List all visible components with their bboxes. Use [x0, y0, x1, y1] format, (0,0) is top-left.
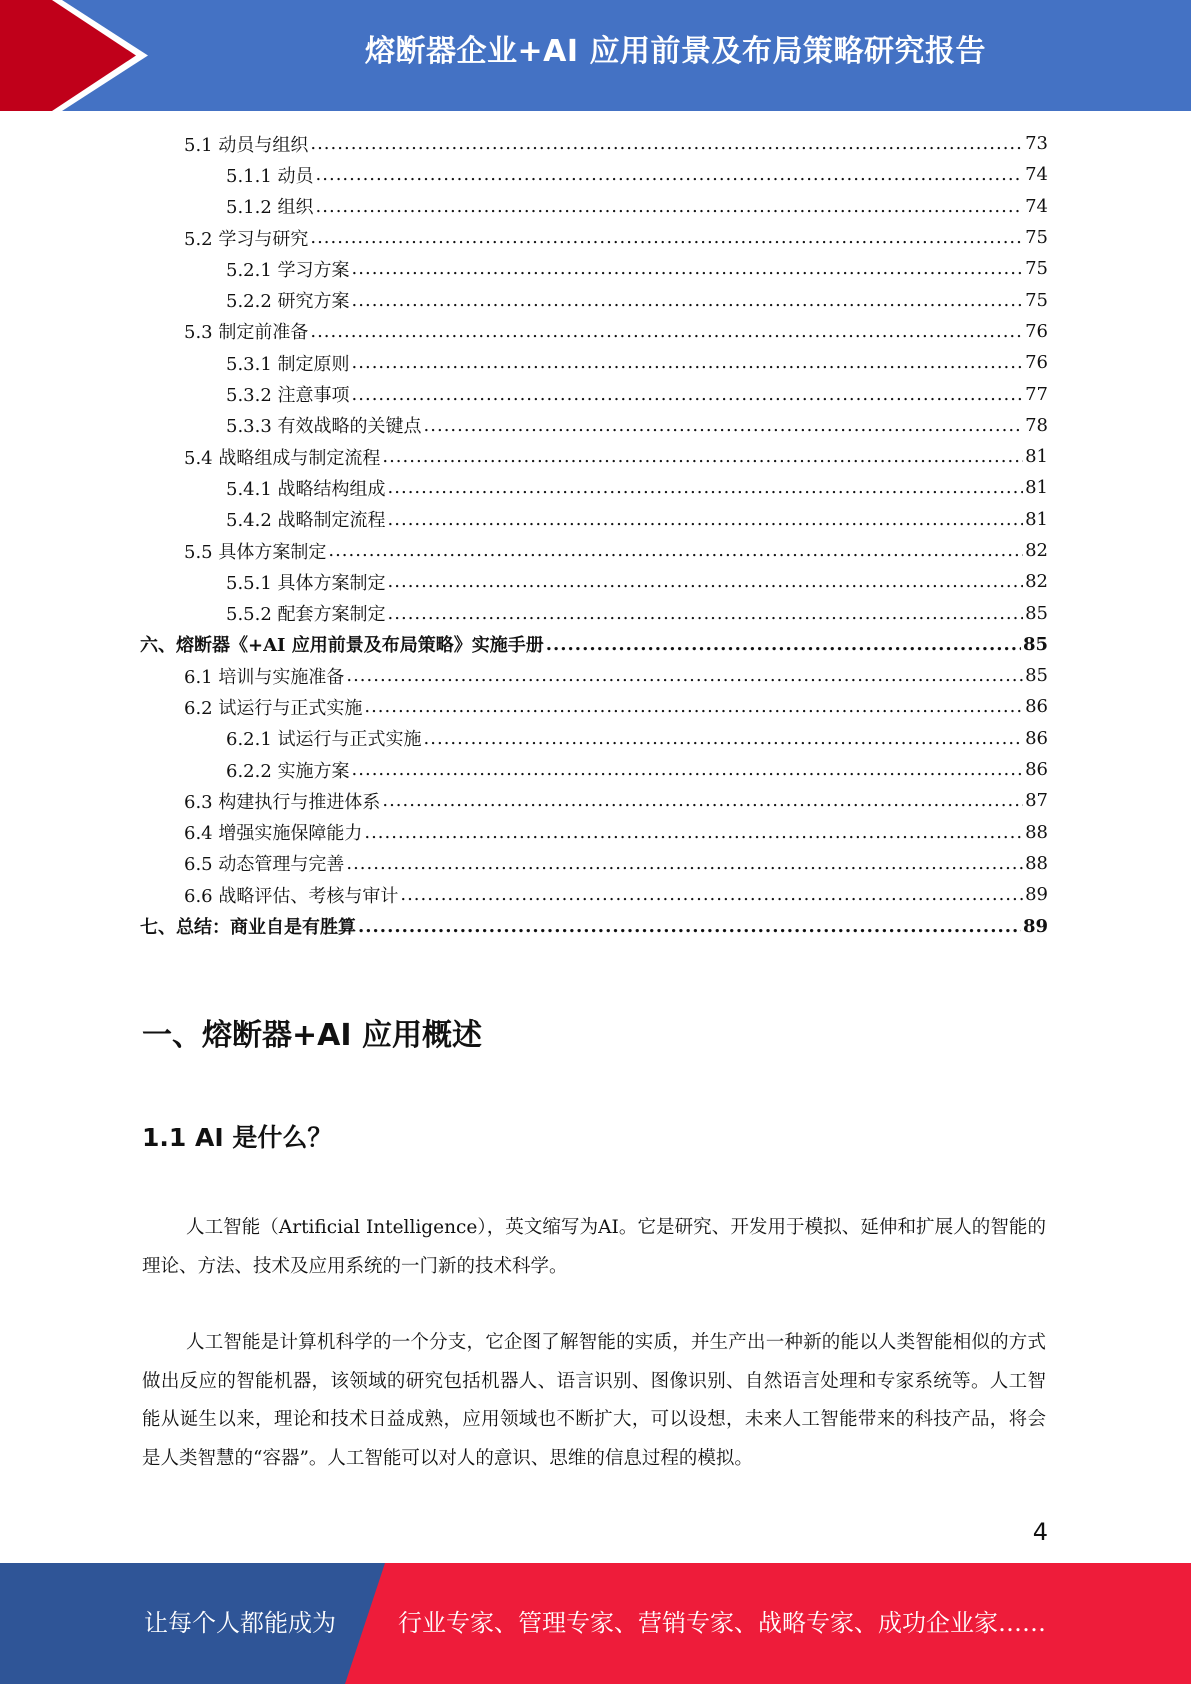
toc-entry-title: 6.3 构建执行与推进体系 [184, 791, 381, 813]
toc-entry-page: 81 [1025, 508, 1048, 530]
toc-entry[interactable] [140, 879, 1048, 910]
toc-entry-title: 5.5.1 具体方案制定 [226, 572, 386, 594]
toc-leader-dots [352, 384, 1024, 405]
toc-leader-dots [352, 290, 1024, 311]
page-header [0, 0, 1191, 111]
toc-entry[interactable] [140, 253, 1048, 284]
toc-entry-page: 86 [1025, 759, 1048, 781]
toc-entry[interactable] [140, 848, 1048, 879]
toc-entry-title: 5.5.2 配套方案制定 [226, 604, 386, 626]
toc-entry-page: 85 [1025, 665, 1048, 687]
toc-entry[interactable] [140, 316, 1048, 347]
header-chevron-icon [0, 0, 160, 111]
toc-leader-dots [310, 133, 1023, 154]
toc-entry[interactable] [140, 723, 1048, 754]
toc-entry-title: 5.2 学习与研究 [184, 228, 309, 250]
toc-entry-page: 82 [1025, 571, 1048, 593]
toc-leader-dots [364, 696, 1023, 717]
toc-entry-page: 77 [1025, 383, 1048, 405]
toc-entry-page: 88 [1025, 852, 1048, 874]
toc-entry-page: 75 [1025, 227, 1048, 249]
toc-entry[interactable] [140, 817, 1048, 848]
toc-entry[interactable] [140, 691, 1048, 722]
toc-leader-dots [346, 853, 1023, 874]
toc-leader-dots [388, 571, 1024, 592]
toc-leader-dots [328, 540, 1023, 561]
toc-entry[interactable] [140, 785, 1048, 816]
toc-entry-title: 六、熔断器《+AI 应用前景及布局策略》实施手册 [140, 635, 544, 657]
page-number: 4 [1032, 1518, 1048, 1546]
toc-entry-title: 5.1.2 组织 [226, 197, 314, 219]
toc-entry-page: 81 [1025, 477, 1048, 499]
toc-leader-dots [424, 728, 1024, 749]
toc-entry[interactable] [140, 284, 1048, 315]
toc-entry-page: 87 [1025, 790, 1048, 812]
toc-entry-page: 81 [1025, 446, 1048, 468]
toc-entry[interactable] [140, 347, 1048, 378]
toc-leader-dots [352, 258, 1024, 279]
toc-entry-title: 5.2.2 研究方案 [226, 291, 350, 313]
toc-leader-dots [388, 509, 1024, 530]
toc-entry[interactable] [140, 472, 1048, 503]
toc-leader-dots [382, 790, 1023, 811]
toc-entry-title: 七、总结：商业自是有胜算 [140, 917, 356, 939]
toc-entry-page: 86 [1025, 696, 1048, 718]
toc-entry[interactable] [140, 441, 1048, 472]
toc-leader-dots [382, 446, 1023, 467]
toc-entry[interactable] [140, 660, 1048, 691]
toc-leader-dots [352, 759, 1024, 780]
toc-entry-title: 6.2.1 试运行与正式实施 [226, 729, 422, 751]
toc-entry-page: 86 [1025, 727, 1048, 749]
toc-entry[interactable] [140, 566, 1048, 597]
toc-entry-title: 6.4 增强实施保障能力 [184, 823, 363, 845]
table-of-contents [140, 128, 1048, 942]
footer-slogan-right: 行业专家、管理专家、营销专家、战略专家、成功企业家…… [398, 1609, 1046, 1637]
toc-entry-title: 5.2.1 学习方案 [226, 259, 350, 281]
toc-entry-title: 5.3 制定前准备 [184, 322, 309, 344]
toc-entry-page: 82 [1025, 540, 1048, 561]
toc-leader-dots [358, 916, 1021, 937]
toc-leader-dots [400, 884, 1023, 905]
footer-slogan-left: 让每个人都能成为 [144, 1609, 336, 1637]
toc-entry-page: 75 [1025, 289, 1048, 311]
toc-entry-page: 78 [1025, 414, 1048, 436]
toc-entry[interactable] [140, 159, 1048, 190]
toc-leader-dots [310, 321, 1023, 342]
toc-entry-title: 5.3.1 制定原则 [226, 353, 350, 375]
toc-entry-title: 5.1.1 动员 [226, 165, 314, 187]
toc-entry-title: 5.1 动员与组织 [184, 134, 309, 156]
toc-entry-title: 5.4.1 战略结构组成 [226, 478, 386, 500]
toc-entry[interactable] [140, 629, 1048, 660]
toc-entry[interactable] [140, 910, 1048, 941]
toc-entry-title: 6.6 战略评估、考核与审计 [184, 885, 399, 907]
toc-leader-dots [388, 477, 1024, 498]
toc-entry-page: 76 [1025, 352, 1048, 374]
toc-leader-dots [364, 822, 1023, 843]
toc-entry-title: 6.2 试运行与正式实施 [184, 697, 363, 719]
toc-leader-dots [424, 415, 1024, 436]
toc-entry[interactable] [140, 410, 1048, 441]
toc-entry-title: 6.5 动态管理与完善 [184, 854, 345, 876]
toc-leader-dots [316, 196, 1024, 217]
toc-entry-title: 5.3.2 注意事项 [226, 385, 350, 407]
toc-entry-page: 76 [1025, 320, 1048, 342]
toc-leader-dots [352, 352, 1024, 373]
toc-entry-page: 75 [1025, 258, 1048, 280]
toc-entry-page: 89 [1022, 915, 1048, 937]
toc-entry[interactable] [140, 222, 1048, 253]
toc-entry[interactable] [140, 191, 1048, 222]
toc-leader-dots [310, 227, 1023, 248]
toc-entry[interactable] [140, 535, 1048, 566]
toc-entry-page: 85 [1025, 602, 1048, 624]
toc-entry-page: 73 [1025, 133, 1048, 155]
toc-entry-title: 5.4 战略组成与制定流程 [184, 447, 381, 469]
toc-entry[interactable] [140, 128, 1048, 159]
toc-entry-title: 5.3.3 有效战略的关键点 [226, 416, 422, 438]
toc-entry[interactable] [140, 597, 1048, 628]
body-paragraph: 人工智能是计算机科学的一个分支，它企图了解智能的实质，并生产出一种新的能以人类智能相似的方式做出反应的智能机器，该领域的研究包括机器人、语言识别、图像识别、自然语言处理和专家系统等。人工智能从诞生以来，理论和技术日益成熟，应用领域也不断扩大，可以设想，未来人工智能带来的科技产品，将会是人类智慧的“容器”。人工智能可以对人的意识、思维的信息过程的模拟。 [142, 1332, 1046, 1469]
toc-entry-title: 6.1 培训与实施准备 [184, 666, 345, 688]
toc-entry[interactable] [140, 378, 1048, 409]
toc-leader-dots [546, 634, 1021, 655]
header-title: 熔断器企业+AI 应用前景及布局策略研究报告 [365, 34, 986, 69]
toc-entry-title: 6.2.2 实施方案 [226, 760, 350, 782]
toc-entry-page: 74 [1025, 195, 1048, 217]
toc-entry-page: 85 [1022, 633, 1048, 655]
toc-leader-dots [388, 603, 1024, 624]
toc-entry-title: 5.4.2 战略制定流程 [226, 510, 386, 532]
toc-entry-title: 5.5 具体方案制定 [184, 541, 327, 563]
toc-entry-page: 74 [1025, 164, 1048, 186]
section-heading: 一、熔断器+AI 应用概述 [142, 1018, 482, 1053]
toc-entry-page: 89 [1025, 884, 1048, 906]
toc-leader-dots [316, 164, 1024, 185]
toc-entry-page: 88 [1025, 821, 1048, 843]
toc-entry[interactable] [140, 504, 1048, 535]
toc-leader-dots [346, 665, 1023, 686]
toc-entry[interactable] [140, 754, 1048, 785]
subsection-heading: 1.1 AI 是什么？ [142, 1123, 333, 1152]
page-footer [0, 1563, 1191, 1684]
body-paragraph: 人工智能（Artificial Intelligence），英文缩写为AI。它是研究、开发用于模拟、延伸和扩展人的智能的理论、方法、技术及应用系统的一门新的技术科学。 [142, 1217, 1046, 1277]
